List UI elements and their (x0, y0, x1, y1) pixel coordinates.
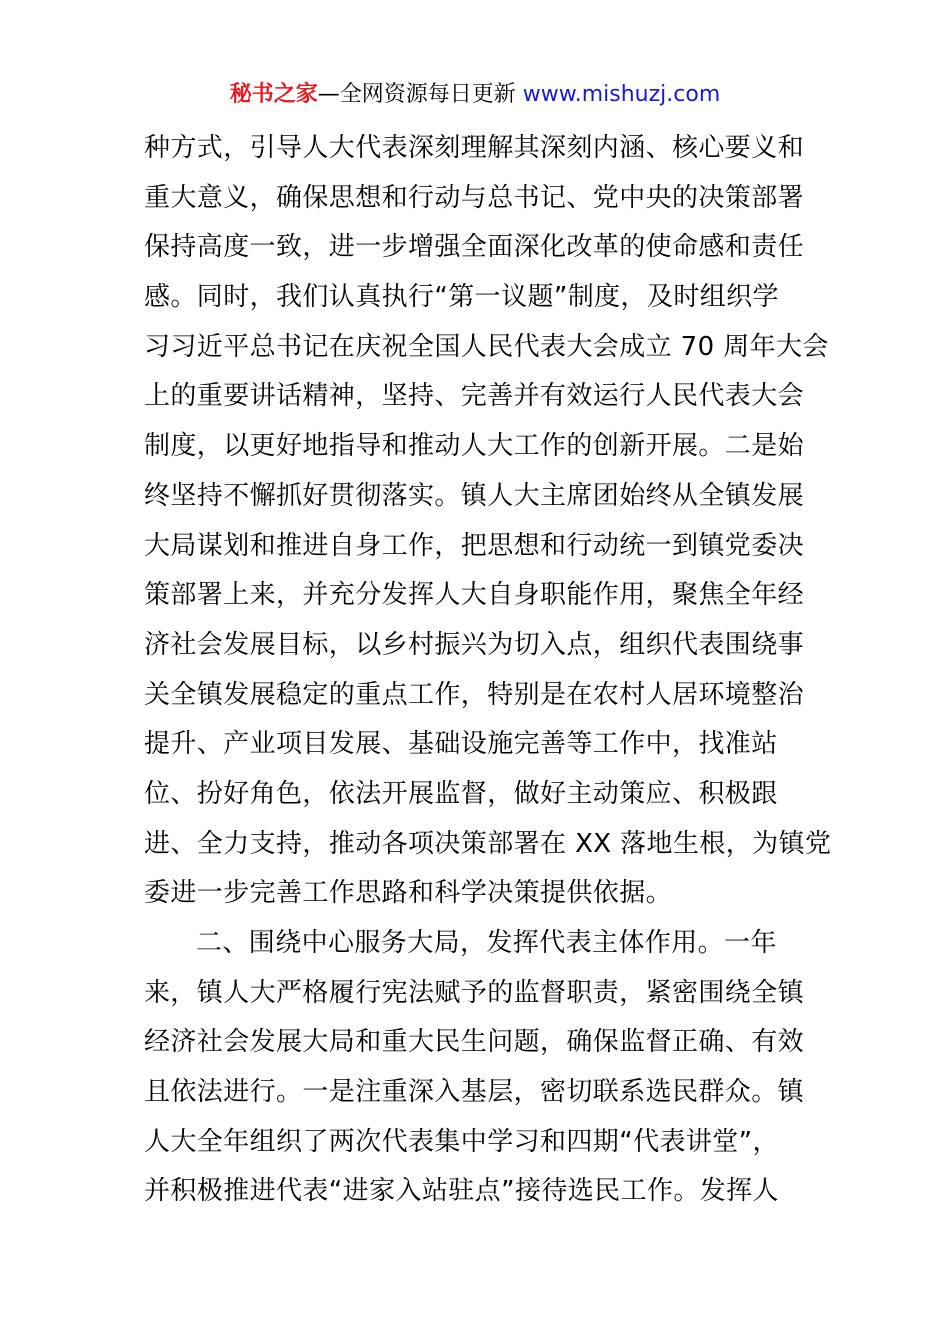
text-line: 保持高度一致，进一步增强全面深化改革的使命感和责任 (144, 232, 805, 263)
site-url-link[interactable]: www.mishuzj.com (522, 82, 721, 107)
text-line: 大局谋划和推进自身工作，把思想和行动统一到镇党委决 (144, 530, 805, 561)
text-line: 制度，以更好地指导和推动人大工作的创新开展。二是始 (144, 431, 805, 462)
text-line: 经济社会发展大局和重大民生问题，确保监督正确、有效 (144, 1027, 805, 1058)
text-line: 且依法进行。一是注重深入基层，密切联系选民群众。镇 (144, 1077, 805, 1108)
text-line: 进、全力支持，推动各项决策部署在 XX 落地生根，为镇党 (144, 828, 832, 859)
text-line: 来，镇人大严格履行宪法赋予的监督职责，紧密围绕全镇 (144, 977, 805, 1008)
text-line: 感。同时，我们认真执行“第一议题”制度，及时组织学 (144, 282, 779, 313)
text-line: 策部署上来，并充分发挥人大自身职能作用，聚焦全年经 (144, 580, 805, 611)
text-line: 上的重要讲话精神，坚持、完善并有效运行人民代表大会 (144, 381, 805, 412)
document-body (144, 124, 832, 1217)
text-line: 终坚持不懈抓好贯彻落实。镇人大主席团始终从全镇发展 (144, 480, 805, 511)
text-line: 种方式，引导人大代表深刻理解其深刻内涵、核心要义和 (144, 133, 805, 163)
section-heading-line: 二、围绕中心服务大局，发挥代表主体作用。一年 (196, 928, 777, 958)
text-line: 位、扮好角色，依法开展监督，做好主动策应、积极跟 (144, 778, 778, 809)
text-line: 人大全年组织了两次代表集中学习和四期“代表讲堂”， (144, 1126, 779, 1157)
brand-name: 秘书之家 (229, 82, 318, 107)
text-line: 并积极推进代表“进家入站驻点”接待选民工作。发挥人 (144, 1176, 779, 1207)
header-tagline: —全网资源每日更新 (317, 82, 516, 107)
text-line: 委进一步完善工作思路和科学决策提供依据。 (144, 878, 673, 909)
text-line: 重大意义，确保思想和行动与总书记、党中央的决策部署 (144, 182, 805, 213)
text-line: 习习近平总书记在庆祝全国人民代表大会成立 70 周年大会 (144, 331, 829, 362)
site-header (0, 80, 950, 110)
text-line: 济社会发展目标，以乡村振兴为切入点，组织代表围绕事 (144, 629, 805, 660)
text-line: 关全镇发展稳定的重点工作，特别是在农村人居环境整治 (144, 679, 805, 710)
text-line: 提升、产业项目发展、基础设施完善等工作中，找准站 (144, 729, 778, 760)
